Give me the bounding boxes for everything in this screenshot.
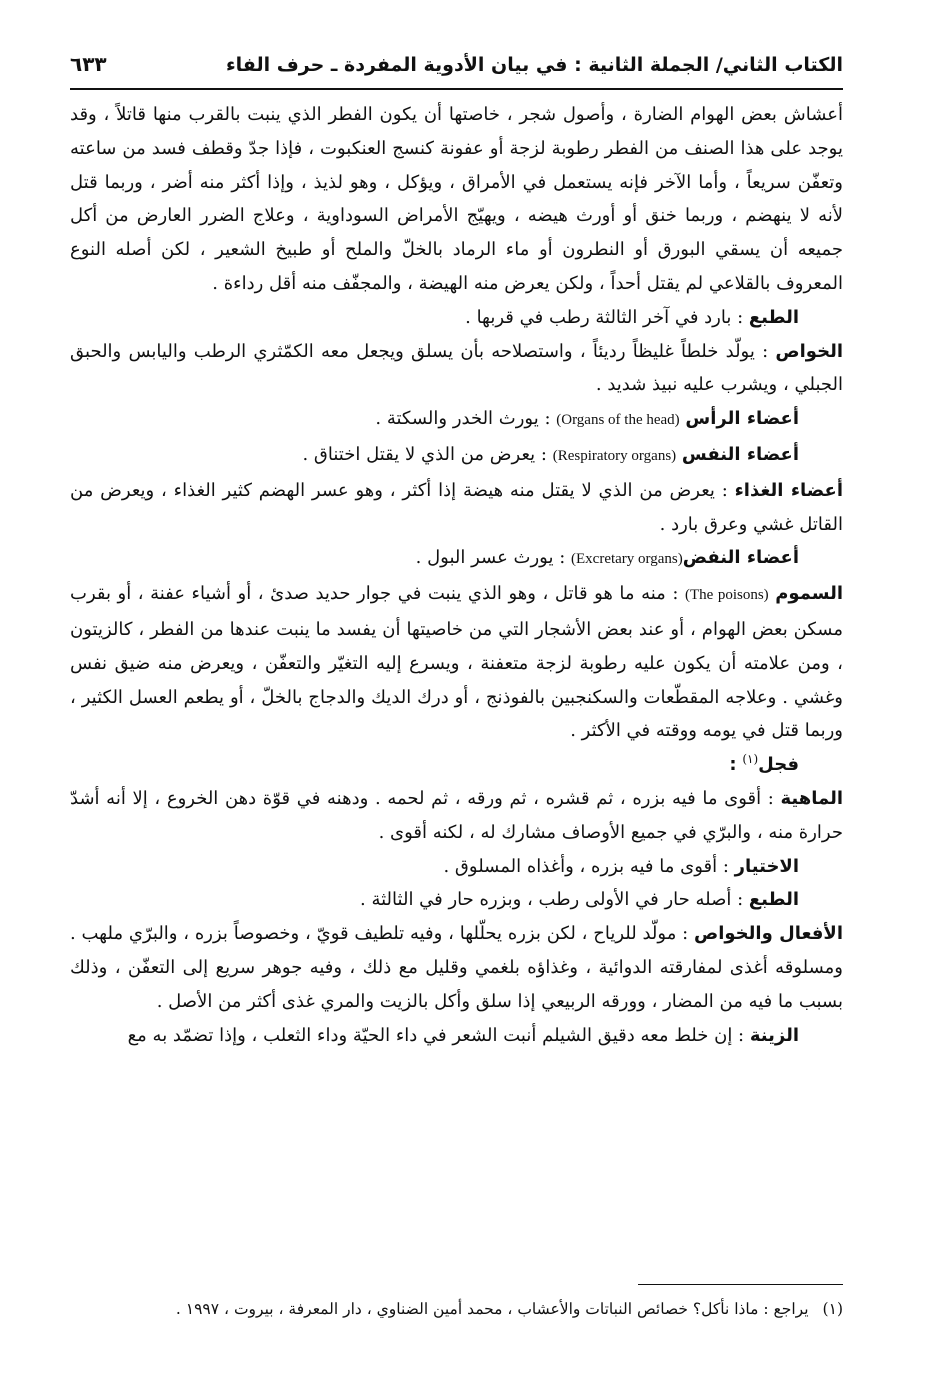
paragraph-actions-properties xyxy=(70,917,843,1018)
section-term: أعضاء النفض xyxy=(682,547,799,569)
paragraph-text: : يعرض من الذي لا يقتل منه هيضة إذا أكثر ، وهو عسر الهضم كثير الغذاء ، ويعرض من القاتل غشي وعرق بارد . xyxy=(70,479,843,535)
header-title: الكتاب الثاني/ الجملة الثانية : في بيان الأدوية المفردة ـ حرف الفاء xyxy=(225,54,843,76)
paragraph-intro xyxy=(70,98,843,301)
paragraph-properties xyxy=(70,335,843,403)
section-term: الزينة xyxy=(749,1024,799,1046)
paragraph-text: : أصله حار في الأولى رطب ، وبزره حار في الثالثة . xyxy=(360,889,744,911)
paragraph-text: : مولّد للرياح ، لكن بزره يحلّلها ، وفيه تلطيف قويّ ، وخصوصاً بزره ، والبرّي ملهب . ومسلوقه أغذى لمفارقته الدوائية ، وغذاؤه بلغمي وقليل مع ذلك ، وفيه جوهر سريع إلى التعفّن ، وذلك بسبب ما فيه من المضار ، وورقه الربيعي إذا سلق وأكل بالزيت والمري غذى أكثر من الأصل . xyxy=(70,923,844,1012)
paragraph-nature-radish xyxy=(70,883,799,917)
section-term: الماهية xyxy=(780,787,843,809)
footnote-reference: (١) xyxy=(742,752,759,767)
page-number: ٦٣٣ xyxy=(70,52,107,76)
section-term: الطبع xyxy=(748,306,799,328)
english-gloss: (Organs of the head) xyxy=(556,412,680,429)
paragraph-respiratory-organs xyxy=(70,438,799,474)
section-term: أعضاء الغذاء xyxy=(734,479,843,501)
section-term: الخواص xyxy=(775,340,843,362)
paragraph-quiddity xyxy=(70,782,843,850)
paragraph-text: : منه ما هو قاتل ، وهو الذي ينبت في جوار حديد صدئ ، أو أشياء عفنة ، أو بقرب مسكن بعض الهوام ، أو عند بعض الأشجار التي من خاصيتها أن يفسد ما ينبت عندها من الفطر ، كالزيتون ، ومن علامته أن يكون عليه رطوبة لزجة متعفنة ، ويسرع إليه التغيّر والتعفّن ، ويعرض منه ضيق نفس وغشي . وعلاجه المقطّعات والسكنجبين بالفوذنج ، أو درك الديك والدجاج بالخلّ ، أو يطعم العسل الكثير ، وربما قتل في يومه ووقته في الأكثر . xyxy=(70,583,843,742)
paragraph-text: أعشاش بعض الهوام الضارة ، وأصول شجر ، خاصتها أن يكون الفطر الذي ينبت بالقرب منها قاتلاً ، وقد يوجد على هذا الصنف من الفطر رطوبة لزجة أو عفونة كنسج العنكبوت ، فإذا جدّ وقطف فسد من ساعته وتعفّن سريعاً ، وأما الآخر فإنه يستعمل في الأمراق ، ويؤكل ، وهو لذيذ ، وإذا أكثر منه أضر ، وربما قتل لأنه لا ينهضم ، وربما خنق أو أورث هيضه ، ويهيّج الأمراض السوداوية ، وعلاج الضرر العارض من أكل جميعه أن يسقي البورق أو النطرون أو ماء الرماد بالخلّ والملح أو طبيخ الشعير ، لكن أصله النوع المعروف بالقلاعي لم يقتل أحداً ، ولكن يعرض منه الهيضة ، والمجفّف منه أقل رداءة . xyxy=(70,104,843,294)
running-header xyxy=(70,36,843,76)
paragraph-text: : يعرض من الذي لا يقتل اختناق . xyxy=(302,443,547,465)
footnote-text: يراجع : ماذا نأكل؟ خصائص النباتات والأعشاب ، محمد أمين الضناوي ، دار المعرفة ، بيروت ، ١٩٩٧ . xyxy=(175,1300,809,1318)
paragraph-text: : xyxy=(729,754,737,776)
paragraph-head-organs xyxy=(70,402,799,438)
entry-title: فجل xyxy=(758,754,799,776)
section-term: الأفعال والخواص xyxy=(694,923,844,945)
paragraph-nutrition-organs xyxy=(70,474,843,542)
english-gloss: (Respiratory organs) xyxy=(552,447,677,464)
paragraph-cosmetics xyxy=(70,1019,799,1053)
footnote-mark: (١) xyxy=(822,1300,843,1318)
footnote xyxy=(70,1296,843,1322)
paragraph-selection xyxy=(70,850,799,884)
paragraph-text: : أقوى ما فيه بزره ، ثم قشره ، ثم ورقه ، ثم لحمه . ودهنه في قوّة دهن الخروع ، إلا أنه أشدّ حرارة منه ، والبرّي في جميع الأوصاف مشارك له ، لكنه أقوى . xyxy=(70,787,843,843)
footnote-rule xyxy=(638,1284,843,1285)
paragraph-text: : إن خلط معه دقيق الشيلم أنبت الشعر في داء الحيّة وداء الثعلب ، وإذا تضمّد به مع xyxy=(127,1024,745,1046)
paragraph-excretory-organs xyxy=(70,541,799,577)
paragraph-text: : بارد في آخر الثالثة رطب في قربها . xyxy=(465,306,744,328)
english-gloss: (Excretary organs) xyxy=(571,551,683,568)
header-rule xyxy=(70,88,843,90)
english-gloss: (The poisons) xyxy=(684,587,769,604)
entry-heading-radish xyxy=(70,748,799,782)
section-term: أعضاء الرأس xyxy=(685,408,799,430)
section-term: أعضاء النفس xyxy=(681,443,799,465)
section-term: الطبع xyxy=(748,889,799,911)
paragraph-poisons xyxy=(70,577,843,748)
paragraph-text: : يورث عسر البول . xyxy=(415,547,566,569)
paragraph-text: : يولّد خلطاً غليظاً رديئاً ، واستصلاحه بأن يسلق ويجعل معه الكمّثري الرطب واليابس والحبق الجبلي ، ويشرب عليه نبيذ شديد . xyxy=(70,340,843,396)
section-term: السموم xyxy=(775,583,844,605)
section-term: الاختيار xyxy=(734,855,799,877)
paragraph-text: : يورث الخدر والسكتة . xyxy=(375,408,551,430)
paragraph-text: : أقوى ما فيه بزره ، وأغذاه المسلوق . xyxy=(443,855,729,877)
paragraph-nature xyxy=(70,301,799,335)
body-text xyxy=(70,98,843,1052)
